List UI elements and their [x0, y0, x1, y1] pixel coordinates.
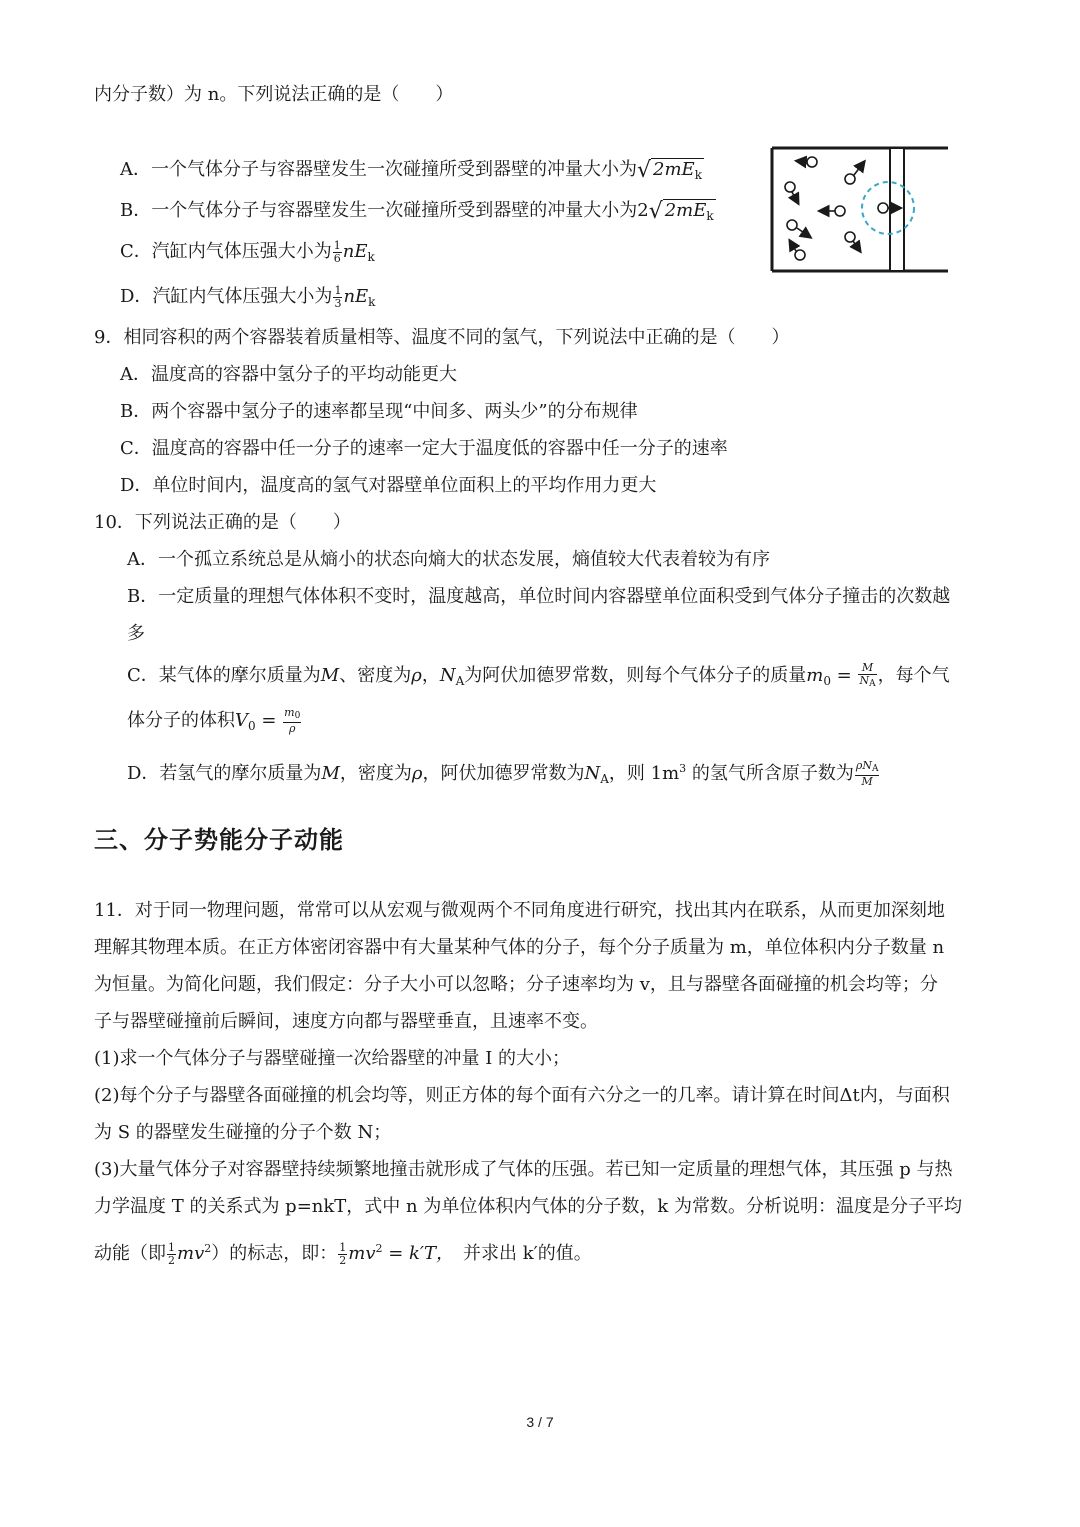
- sqrt-expression: √ $2mE_k$: [648, 199, 714, 224]
- option-text: 汽缸内气体压强大小为: [152, 286, 333, 307]
- math-text: 2mE: [664, 200, 707, 221]
- gas-molecules: [785, 157, 900, 260]
- q11-line-1: 11．对于同一物理问题，常常可以从宏观与微观两个不同角度进行研究，找出其内在联系，从而更加深刻地: [94, 900, 945, 921]
- fraction-numerator: M: [858, 662, 876, 675]
- math-text: = k′T，: [382, 1243, 446, 1264]
- piston: [890, 148, 904, 271]
- q10-option-b-line1: B．一定质量的理想气体体积不变时，温度越高，单位时间内容器壁单位面积受到气体分子撞击的次数越: [127, 586, 951, 607]
- fraction-numerator: 1: [168, 1240, 175, 1254]
- math-subscript: 0: [248, 719, 256, 733]
- q9-option-b: B．两个容器中氢分子的速率都呈现“中间多、两头少”的分布规律: [120, 401, 638, 422]
- q10-stem: 10．下列说法正确的是（ ）: [94, 512, 351, 533]
- q11-part-1: (1)求一个气体分子与器壁碰撞一次给器壁的冲量 I 的大小；: [94, 1048, 571, 1069]
- gas-cylinder-diagram: [770, 145, 950, 275]
- fraction-denominator: 6: [333, 251, 341, 265]
- text-run: ）的标志，即：: [211, 1243, 338, 1264]
- q9-option-d: D．单位时间内，温度高的氢气对器壁单位面积上的平均作用力更大: [120, 475, 657, 496]
- sqrt-expression: √ $2mE_k$: [637, 158, 702, 183]
- fraction: [283, 707, 301, 735]
- fraction-denominator: 2: [168, 1253, 175, 1267]
- q10-option-b-line2: 多: [127, 623, 145, 644]
- math-text: mv: [177, 1243, 205, 1264]
- math-symbol: N: [439, 665, 456, 686]
- q11-part-3-line2: 力学温度 T 的关系式为 p=nkT，式中 n 为单位体积内气体的分子数，k 为常数。分析说明：温度是分子平均: [94, 1196, 962, 1217]
- math-symbol: V: [235, 710, 248, 731]
- math-symbol: ρ: [411, 665, 422, 686]
- math-subscript: A: [871, 764, 879, 774]
- math-subscript: 0: [294, 711, 301, 721]
- q9-option-a: A．温度高的容器中氢分子的平均动能更大: [120, 364, 457, 385]
- option-text: 一个气体分子与容器壁发生一次碰撞所受到器壁的冲量大小为: [151, 159, 637, 180]
- math-subscript: k: [694, 168, 702, 182]
- option-text: 汽缸内气体压强大小为: [151, 241, 332, 262]
- math-subscript: k: [368, 295, 376, 309]
- q11-line-2: 理解其物理本质。在正方体密闭容器中有大量某种气体的分子，每个分子质量为 m，单位体积内分子数量 n: [94, 937, 945, 958]
- fraction-denominator: 2: [339, 1253, 347, 1267]
- text-run: ，密度为: [339, 763, 412, 784]
- fraction: [338, 1242, 347, 1267]
- fraction: [167, 1242, 176, 1267]
- q10-option-d: [127, 756, 880, 792]
- q11-part-2-line2: 为 S 的器壁发生碰撞的分子个数 N；: [94, 1122, 392, 1143]
- option-letter: D．: [120, 286, 153, 307]
- q8-option-b: [120, 198, 716, 229]
- text-run: ，每个气: [877, 665, 950, 686]
- q8-option-a: [120, 157, 704, 188]
- math-subscript: 0: [823, 674, 831, 688]
- math-superscript: 2: [204, 1242, 212, 1255]
- fraction: [333, 285, 342, 310]
- fraction-numerator: 1: [339, 1240, 347, 1254]
- math-superscript: 3: [679, 762, 687, 775]
- math-text: 2mE: [653, 159, 695, 180]
- q11-line-4: 子与器壁碰撞前后瞬间，速度方向都与器壁垂直，且速率不变。: [94, 1011, 598, 1032]
- math-text: nE: [343, 286, 369, 307]
- math-symbol: M: [321, 763, 340, 784]
- option-letter: B．: [120, 200, 152, 221]
- q10-option-a: A．一个孤立系统总是从熵小的状态向熵大的状态发展，熵值较大代表着较为有序: [127, 549, 770, 570]
- math-symbol: N: [859, 674, 870, 687]
- text-run: 、密度为: [339, 665, 412, 686]
- text-run: ，: [421, 665, 440, 686]
- math-symbol: m: [284, 706, 295, 719]
- math-symbol: ρ: [411, 763, 423, 784]
- fraction-numerator: 1: [333, 238, 341, 252]
- q10-option-c-line1: [127, 662, 950, 694]
- intro-line: 内分子数）为 n。下列说法正确的是（ ）: [94, 84, 454, 105]
- section-title: 三、分子势能分子动能: [94, 826, 344, 854]
- fraction: [333, 240, 342, 265]
- fraction-denominator: [858, 675, 876, 690]
- fraction-numerator: [283, 707, 301, 723]
- math-symbol: N: [584, 763, 601, 784]
- text-run: C．某气体的摩尔质量为: [127, 665, 321, 686]
- math-subscript: k: [367, 250, 375, 264]
- text-run: 的氢气所含原子数为: [686, 763, 854, 784]
- text-run: 为阿伏加德罗常数，则每个气体分子的质量: [464, 665, 807, 686]
- q11-part-3-line1: (3)大量气体分子对容器壁持续频繁地撞击就形成了气体的压强。若已知一定质量的理想气体，其压强 p 与热: [94, 1159, 953, 1180]
- text-run: 体分子的体积: [127, 710, 235, 731]
- math-symbol: ρN: [855, 759, 872, 772]
- q8-option-d: [120, 284, 375, 315]
- q11-line-3: 为恒量。为简化问题，我们假定：分子大小可以忽略；分子速率均为 v，且与器壁各面碰撞的机会均等；分: [94, 974, 938, 995]
- math-subscript: k: [706, 209, 714, 223]
- option-letter: A．: [120, 159, 151, 180]
- fraction-denominator: M: [861, 775, 873, 788]
- text-run: 动能（即: [94, 1243, 166, 1264]
- math-symbol: M: [320, 665, 340, 686]
- page-number: 3 / 7: [526, 1414, 554, 1430]
- math-text: nE: [342, 241, 368, 262]
- fraction: [855, 760, 880, 788]
- math-operator: =: [830, 665, 858, 686]
- text-run: ，阿伏加德罗常数为: [422, 763, 585, 784]
- math-subscript: A: [600, 772, 609, 786]
- math-subscript: A: [455, 674, 465, 688]
- option-text: 一个气体分子与容器壁发生一次碰撞所受到器壁的冲量大小为: [151, 200, 638, 221]
- text-run: D．若氢气的摩尔质量为: [127, 763, 322, 784]
- q8-option-c: [120, 239, 375, 270]
- q9-option-c: C．温度高的容器中任一分子的速率一定大于温度低的容器中任一分子的速率: [120, 438, 728, 459]
- fraction-numerator: 1: [334, 283, 342, 297]
- text-run: 并求出 k′的值。: [445, 1243, 592, 1264]
- math-subscript: A: [869, 679, 876, 689]
- q9-stem: 9．相同容积的两个容器装着质量相等、温度不同的氢气，下列说法中正确的是（ ）: [94, 327, 790, 348]
- option-letter: C．: [120, 241, 152, 262]
- math-coefficient: 2: [637, 200, 649, 221]
- math-text: mv: [348, 1243, 376, 1264]
- math-superscript: 2: [375, 1242, 383, 1255]
- q11-part-2-line1: (2)每个分子与器壁各面碰撞的机会均等，则正方体的每个面有六分之一的几率。请计算在时间Δt内，与面积: [94, 1085, 950, 1106]
- fraction: [858, 662, 876, 690]
- fraction-numerator: [855, 760, 880, 776]
- math-operator: =: [255, 710, 283, 731]
- q11-part-3-line3: [94, 1236, 592, 1267]
- fraction-denominator: ρ: [289, 722, 296, 735]
- q10-option-c-line2: [127, 707, 302, 739]
- fraction-denominator: 3: [334, 296, 342, 310]
- math-symbol: m: [806, 665, 824, 686]
- text-run: ，则 1m: [608, 763, 680, 784]
